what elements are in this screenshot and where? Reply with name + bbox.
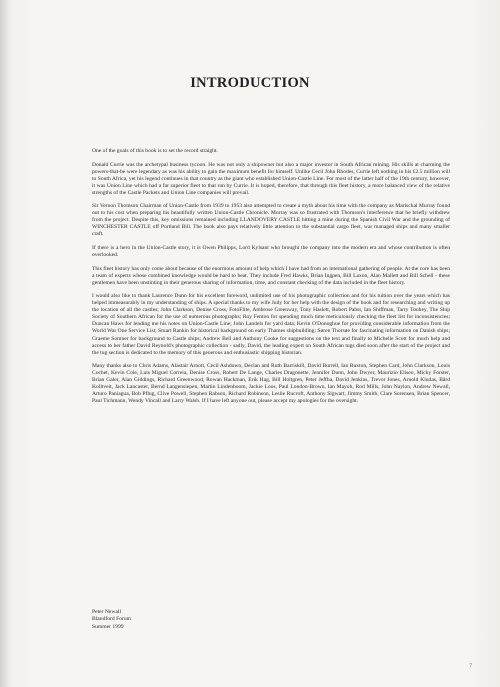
- binding-shadow: [0, 0, 10, 687]
- author-place: Blandford Forum: [92, 616, 131, 623]
- paragraph-team-of-experts: This fleet history has only come about because of the enormous amount of help which I have had from an international gathering of people. At the core has been a team of experts whose combined knowledge would be hard to beat. They include Fred Hawks, Brian Ingpen, Bill Laxon, Alan Mallett and Bill Schell - these gentlemen have been unstinting in their generous sharing of information, time, and constant checking of the data included in the fleet history.: [92, 265, 450, 286]
- author-date: Summer 1999: [92, 623, 124, 630]
- author-name: Peter Newall: [92, 609, 122, 615]
- paragraph-thanks: I would also like to thank Laurence Dunn for his excellent foreword, unlimited use of his photographic collection and for his tuition over the years which has helped immeasurably in my understanding of ships. A special thanks to my wife Judy for her help with the design of the book and for researching and writing up the location of all the castles; John Clarkson, Denise Cross, FotoFlite, Ambrose Greenway, Tony Haslett, Robert Pabst, Ian Shiffman, Tarry Toohey, The Ship Society of Southern African for the use of numerous photographs; Roy Fenton for spending much time meticulously checking the fleet list for inconsistencies; Duncan Haws for lending me his notes on Union-Castle Line; John Landels for yard data; Kevin O'Donoghue for providing considerable information from the World War One Service List; Stuart Rankin for historical background on early Thames shipbuilding; Søren Thorsøe for fascinating information on Danish ships; Graeme Somner for background to Castle ships; Andrew Bell and Anthony Cooke for suggestions on the text and finally to Michelle Scott for much help and access to her father David Reynold's photographic collection - sadly, David, the leading expert on South African tugs died soon after the start of the project and the tug section is dedicated to the memory of this generous and enthusiastic shipping historian.: [92, 293, 450, 356]
- author-signature-block: [92, 609, 131, 631]
- paragraph-goals: One of the goals of this book is to set the record straight.: [92, 148, 218, 154]
- introduction-body: [92, 148, 450, 412]
- paragraph-many-thanks: Many thanks also to Chris Adams, Alastair Arnott, Cecil Ashdown, Declan and Ruth Barriskill, David Burrell, Ian Buxton, Stephen Card, John Clarkson, Louis Cochet, Kevin Cole, Luis Miguel Correia, Denise Cross, Robert De Lange, Charles Dragonette, Jennifer Dunn, John Dwyer, Maurizio Eliseo, Micky Forster, Brian Galer, Alan Giddings, Richard Greenwood, Rowan Hackman, Erik Hag, Bill Holtgren, Peter Jeffba, David Jenkins, Trevor Jones, Arnold Kludas, Bård Kolltveit, Jack Lancaster, Bernd Langensiepen, Martin Lindenboom, Jackie Loos, Paul London-Brown, Ian Mayoh, Rod Mills, John Naylon, Andrew Newall, Arturo Paniagua, Bob Pflug, Clive Powell, Stephen Rabson, Richard Robinson, Leslie Rucroft, Anthony Sigwart, Jimmy Smith, Clare Sorensen, Brian Spencer, Paul Tichmann, Wendy Vincall and Larry Walsh. If I have left anyone out, please accept my apologies for the oversight.: [92, 363, 450, 405]
- page-title: INTRODUCTION: [190, 75, 310, 91]
- page-number: 7: [469, 663, 472, 669]
- paragraph-hero: If there is a hero in the Union-Castle story, it is Owen Philipps, Lord Kylsant who brought the company into the modern era and whose contribution is often overlooked.: [92, 245, 450, 259]
- paragraph-donald-currie: Donald Currie was the archetypal business tycoon. He was not only a shipowner but also a major investor in South African mining. His skills at charming the powers-that-be were legendary as was his ability to gain the maximum benefit for himself. Unlike Cecil John Rhodes, Currie left nothing in his £2.5 million will to South Africa, yet his legend continues in that country as the giant who established Union-Castle Line. For most of the latter half of the 19th century, however, it was Union Line which had a far superior fleet to that run by Currie. It is hoped, therefore, that through this fleet history, a more balanced view of the relative strengths of the Castle Packets and Union Line companies will prevail.: [92, 161, 450, 196]
- paragraph-vernon-thomson: Sir Vernon Thomson Chairman of Union-Castle from 1939 to 1953 also attempted to create a myth about his time with the company as Marischal Murray found out to his cost when preparing his beautifully written Union-Castle Chronicle. Murray was so frustrated with Thomson's interference that he briefly withdrew from the project. Despite this, key omissions remained including LLANDOVERY CASTLE hitting a mine during the Spanish Civil War and the grounding of WINCHESTER CASTLE off Portland Bill. The book also pays relatively little attention to the substantial cargo fleet, war managed ships and many smaller craft.: [92, 203, 450, 238]
